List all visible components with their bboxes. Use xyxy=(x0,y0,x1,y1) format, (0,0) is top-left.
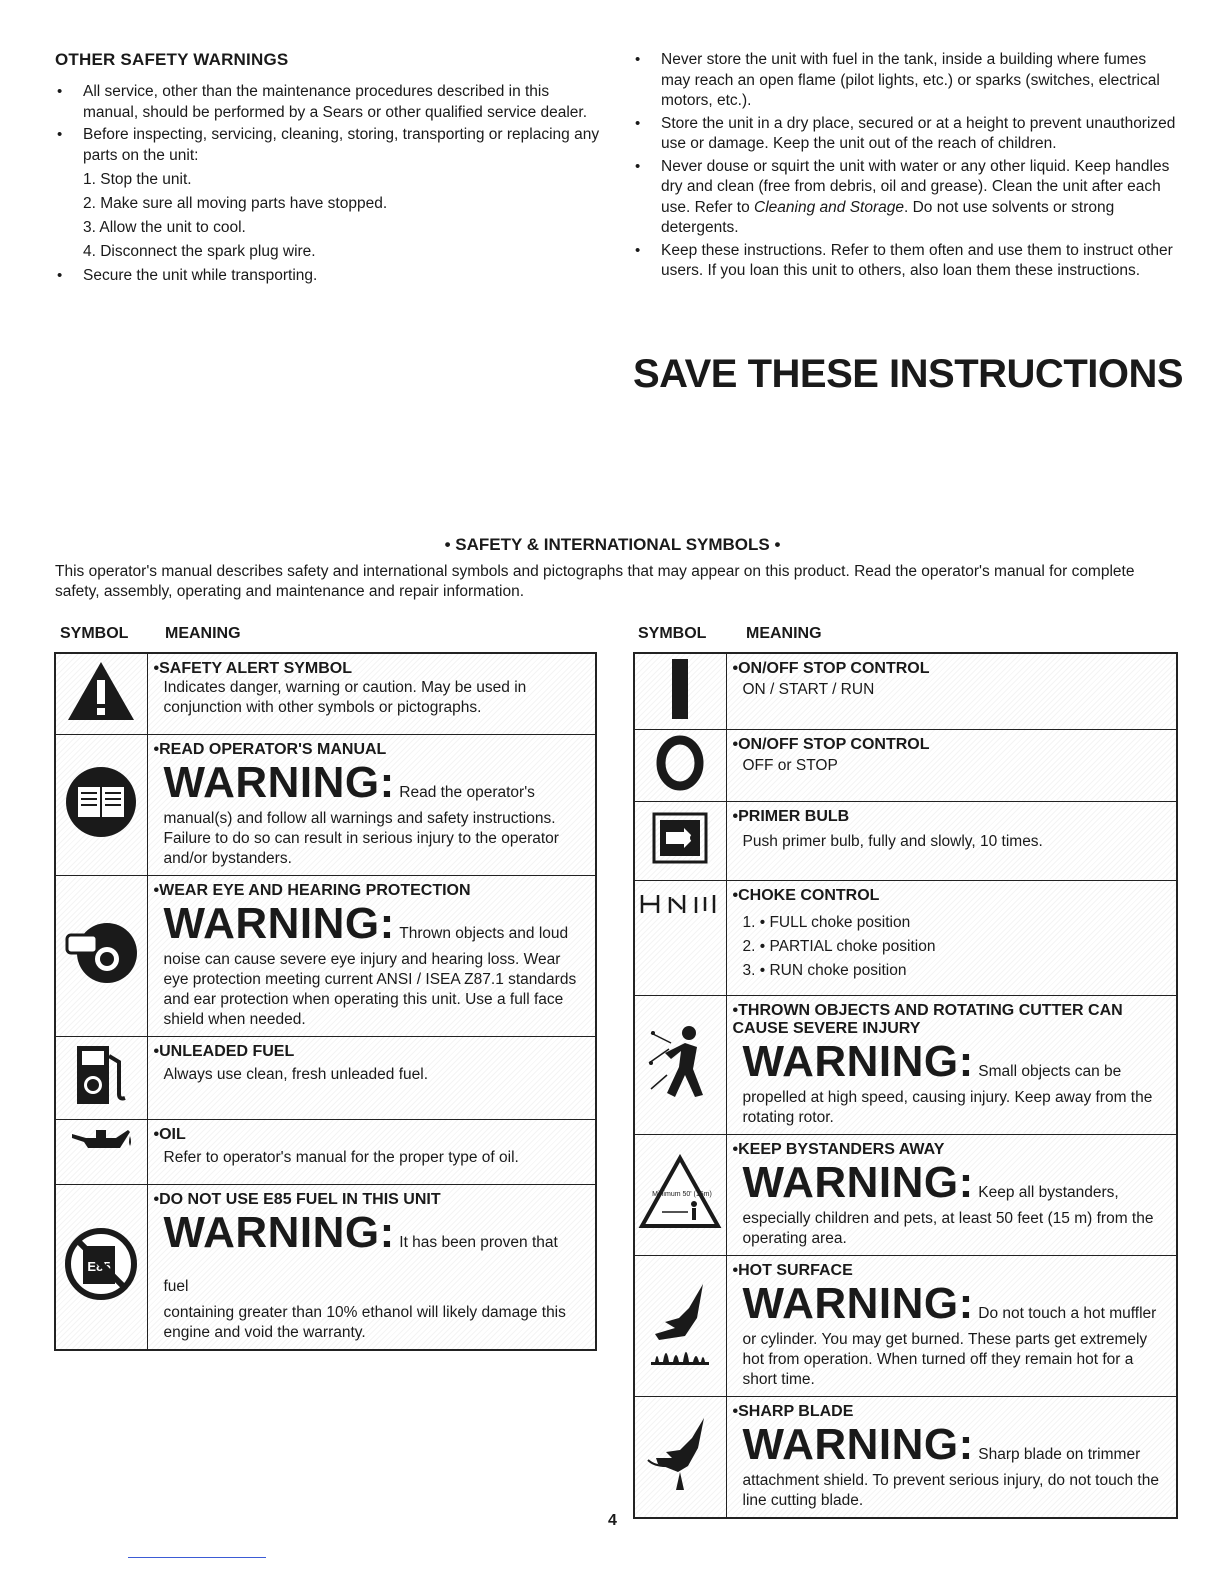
no-e85-fuel-icon xyxy=(55,1184,147,1350)
other-safety-list xyxy=(55,82,600,289)
symbol-description: containing greater than 10% ethanol will likely damage this engine and void the warranty. xyxy=(163,1303,566,1341)
table-row xyxy=(634,880,1177,995)
symbol-description: manual(s) and follow all warnings and safety instructions. Failure to do so can result in serious injury to the operator and/or bystanders. xyxy=(163,809,559,867)
section-heading-other-safety: OTHER SAFETY WARNINGS xyxy=(55,50,289,69)
list-item xyxy=(633,241,1178,282)
symbol-title: • PRIMER BULB xyxy=(733,808,1169,826)
table-row xyxy=(55,1036,596,1119)
symbol-title: • ON/OFF STOP CONTROL xyxy=(733,736,1169,754)
warning-label: WARNING: xyxy=(742,1157,974,1207)
sharp-blade-icon xyxy=(634,1396,726,1518)
symbol-title: • ON/OFF STOP CONTROL xyxy=(733,660,1169,678)
warning-label: WARNING: xyxy=(742,1419,974,1469)
warning-label: WARNING: xyxy=(163,757,395,807)
keep-bystanders-away-icon xyxy=(634,1134,726,1255)
list-item xyxy=(55,125,600,264)
symbol-description: or cylinder. You may get burned. These parts get extremely hot from operation. When turned off they remain hot for a short time. xyxy=(742,1330,1148,1388)
symbol-title: • SHARP BLADE xyxy=(733,1403,1169,1421)
symbol-title: • READ OPERATOR'S MANUAL xyxy=(154,741,588,759)
warning-lead: Read the operator's xyxy=(399,783,535,801)
table-row xyxy=(634,653,1177,729)
bullet-text: Keep these instructions. Refer to them often and use them to instruct other users. If you loan this unit to others, also loan them these instructions. xyxy=(661,241,1173,279)
on-switch-icon xyxy=(634,653,726,729)
warning-label: WARNING: xyxy=(742,1036,974,1086)
steps-list xyxy=(83,168,600,264)
choke-control-icon xyxy=(634,880,726,995)
table-row xyxy=(55,875,596,1036)
symbols-section-title: • SAFETY & INTERNATIONAL SYMBOLS • xyxy=(444,535,781,554)
symbol-title: • OIL xyxy=(154,1126,588,1144)
symbol-title: • UNLEADED FUEL xyxy=(154,1043,588,1061)
table-row xyxy=(634,995,1177,1134)
table-row xyxy=(634,801,1177,880)
symbol-title: • DO NOT USE E85 FUEL IN THIS UNIT xyxy=(154,1191,588,1209)
list-item xyxy=(55,82,600,123)
primer-bulb-icon xyxy=(634,801,726,880)
symbol-title: • CHOKE CONTROL xyxy=(733,887,1169,905)
symbol-description: OFF or STOP xyxy=(742,756,838,774)
step-item: 2. Make sure all moving parts have stopped. xyxy=(83,195,388,212)
storage-list xyxy=(633,50,1178,284)
choke-position-item: 1. • FULL choke position xyxy=(742,913,911,931)
warning-lead: Sharp blade on trimmer xyxy=(978,1445,1141,1463)
warning-lead: It has been proven that fuel xyxy=(163,1233,558,1295)
table-row xyxy=(55,1184,596,1350)
table-row xyxy=(55,1119,596,1184)
choke-position-item: 3. • RUN choke position xyxy=(742,961,907,979)
symbol-title: • HOT SURFACE xyxy=(733,1262,1169,1280)
table-row xyxy=(634,1255,1177,1396)
column-header-symbol: SYMBOL xyxy=(638,625,707,642)
step-item: 1. Stop the unit. xyxy=(83,171,192,188)
off-switch-icon xyxy=(634,729,726,801)
column-header-meaning: MEANING xyxy=(165,625,241,642)
table-row xyxy=(55,653,596,734)
bullet-text: Never store the unit with fuel in the tank, inside a building where fumes may reach an open flame (pilot lights, etc.) or sparks (switches, electrical motors, etc.). xyxy=(661,51,1160,109)
warning-lead: Thrown objects and loud xyxy=(399,924,569,942)
bullet-text: . Do not use solvents or strong detergents. xyxy=(661,198,1115,236)
symbol-description: attachment shield. To prevent serious injury, do not touch the line cutting blade. xyxy=(742,1471,1159,1509)
fuel-pump-icon xyxy=(55,1036,147,1119)
symbol-description: propelled at high speed, causing injury. Keep away from the rotating rotor. xyxy=(742,1088,1153,1126)
step-item: 4. Disconnect the spark plug wire. xyxy=(83,243,316,260)
list-item xyxy=(633,114,1178,155)
symbol-description: Indicates danger, warning or caution. May be used in conjunction with other symbols or pictographs. xyxy=(163,679,527,716)
symbol-title: • WEAR EYE AND HEARING PROTECTION xyxy=(154,882,588,900)
symbol-description: Push primer bulb, fully and slowly, 10 times. xyxy=(742,832,1043,850)
warning-label: WARNING: xyxy=(742,1278,974,1328)
symbols-intro: This operator's manual describes safety and international symbols and pictographs that may appear on this product. Read the operator's manual for complete safety, assembly, operating and maintenance and repair information. xyxy=(55,563,1135,600)
table-row xyxy=(634,729,1177,801)
save-instructions-heading: SAVE THESE INSTRUCTIONS xyxy=(633,352,1184,396)
e85-icon-label: E85 xyxy=(87,1259,111,1274)
bullet-text: All service, other than the maintenance procedures described in this manual, should be performed by a Sears or other qualified service dealer. xyxy=(83,83,588,121)
symbol-description: Refer to operator's manual for the proper type of oil. xyxy=(163,1148,519,1166)
eye-hearing-protection-icon xyxy=(55,875,147,1036)
warning-lead: Keep all bystanders, xyxy=(978,1183,1119,1201)
warning-lead: Small objects can be xyxy=(978,1062,1122,1080)
oil-can-icon xyxy=(55,1119,147,1184)
symbol-description: noise can cause severe eye injury and hearing loss. Wear eye protection meeting current ANSI / ISEA Z87.1 standards and ear protection when operating this unit. Use a full face shield when needed. xyxy=(163,950,577,1028)
list-item xyxy=(55,266,600,287)
symbol-description: especially children and pets, at least 50 feet (15 m) from the operating area. xyxy=(742,1209,1154,1247)
symbols-table-right xyxy=(633,652,1178,1519)
choke-position-item: 2. • PARTIAL choke position xyxy=(742,937,936,955)
symbol-description: Always use clean, fresh unleaded fuel. xyxy=(163,1065,429,1083)
table-row xyxy=(634,1134,1177,1255)
column-header-meaning: MEANING xyxy=(746,625,822,642)
footer-rule xyxy=(128,1557,266,1558)
safety-alert-icon xyxy=(55,653,147,734)
symbol-title: • THROWN OBJECTS AND ROTATING CUTTER CAN CAUSE SEVERE INJURY xyxy=(733,1002,1169,1038)
symbol-title: • KEEP BYSTANDERS AWAY xyxy=(733,1141,1169,1159)
bullet-text: Store the unit in a dry place, secured or at a height to prevent unauthorized use or damage. Keep the unit out of the reach of children. xyxy=(661,114,1176,152)
bullet-text: Before inspecting, servicing, cleaning, storing, transporting or replacing any parts on the unit: xyxy=(83,126,600,164)
page-number: 4 xyxy=(608,1512,617,1529)
symbols-table-left xyxy=(54,652,597,1351)
warning-label: WARNING: xyxy=(163,1207,395,1257)
symbol-description: ON / START / RUN xyxy=(742,681,875,698)
list-item xyxy=(633,157,1178,239)
bullet-text: Never douse or squirt the unit with water or any other liquid. Keep handles dry and clean (free from debris, oil and grease). Clean the unit after each use. Refer to xyxy=(661,157,1170,216)
thrown-objects-icon xyxy=(634,995,726,1134)
symbol-title: • SAFETY ALERT SYMBOL xyxy=(154,660,588,678)
warning-lead: Do not touch a hot muffler xyxy=(978,1304,1157,1322)
list-item xyxy=(633,50,1178,112)
step-item: 3. Allow the unit to cool. xyxy=(83,219,246,236)
table-row xyxy=(55,734,596,875)
hot-surface-icon xyxy=(634,1255,726,1396)
bystander-distance-label: Minimum 50' (15m) xyxy=(652,1191,713,1198)
read-manual-icon xyxy=(55,734,147,875)
column-header-symbol: SYMBOL xyxy=(60,625,129,642)
warning-label: WARNING: xyxy=(163,898,395,948)
bullet-text: Secure the unit while transporting. xyxy=(83,267,318,284)
cross-reference: Cleaning and Storage xyxy=(754,198,904,216)
table-row xyxy=(634,1396,1177,1518)
